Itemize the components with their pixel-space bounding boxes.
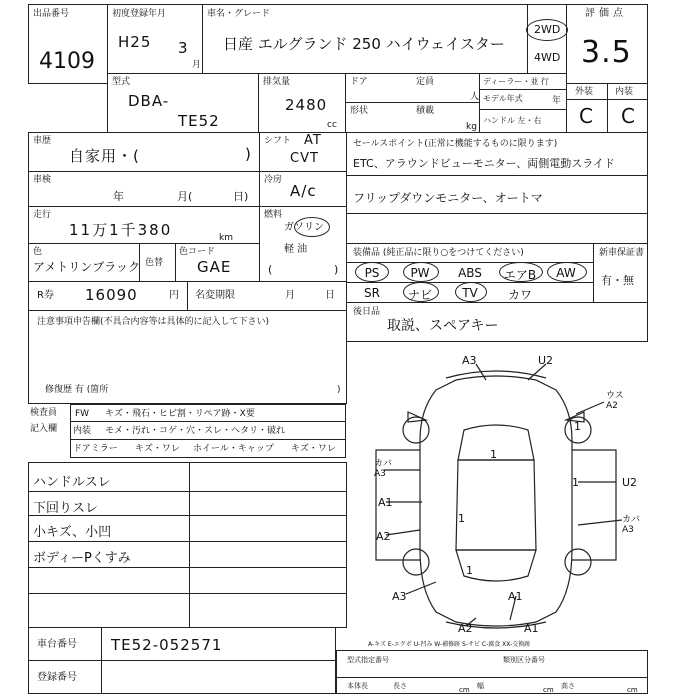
- warranty-label: 新車保証書: [599, 248, 645, 258]
- sales-points-label: セールスポイント(正常に機能するものに限ります): [353, 139, 558, 149]
- shift-box: [259, 132, 347, 172]
- reg-year-label: 初度登録年月: [112, 9, 167, 19]
- color-box: [28, 243, 260, 282]
- ac-value: A/c: [290, 182, 317, 200]
- remarks-divider: [189, 463, 190, 628]
- equip-airbag-circle: [499, 262, 543, 282]
- diagram-tag-u2-front: U2: [538, 354, 554, 367]
- diagram-tag-scratch-right: ウス A2: [606, 391, 624, 411]
- equip-navi: ナビ: [407, 288, 432, 302]
- bottom-spec-cm-1: cm: [459, 686, 470, 694]
- diagram-tag-a3-front: A3: [462, 354, 477, 367]
- reg-month-unit: 月: [192, 60, 202, 70]
- model-label: 型式: [112, 77, 131, 87]
- remarks-line-3: [29, 541, 347, 542]
- handle-label: ハンドル 左・右: [483, 116, 542, 125]
- reg-year-box: [107, 4, 203, 74]
- exterior-grade: C: [579, 104, 594, 128]
- fw-label: FW: [75, 409, 90, 419]
- color-change-label: 色替: [145, 258, 164, 268]
- spec-divider: [346, 102, 480, 103]
- inspection-box: [28, 171, 260, 207]
- equip-sr: SR: [364, 286, 380, 300]
- history-close: ): [245, 145, 252, 163]
- reg-box: [28, 660, 336, 694]
- score-label: 評価点: [585, 8, 627, 19]
- reg-era: H25: [118, 33, 152, 51]
- grade-divider: [607, 84, 608, 133]
- score-box: [566, 4, 648, 84]
- displacement-value: 2480: [285, 96, 328, 114]
- fuel-label: 燃料: [264, 210, 283, 220]
- remark-1: ハンドルスレ: [33, 475, 111, 490]
- car-body-outline: [420, 376, 572, 626]
- sales-line-1-text: ETC、アラウンドビューモニター、両側電動スライド: [353, 157, 615, 170]
- diagram-tag-cover-left: カバ A3: [374, 459, 393, 479]
- diagram-tag-a2-rear: A2: [458, 622, 473, 635]
- mileage-value: 11万1千380: [69, 221, 173, 239]
- name-change-month: 月: [285, 290, 295, 301]
- shift-value-2: CVT: [290, 151, 319, 166]
- car-label: 車名・グレード: [207, 9, 271, 19]
- ac-box: [259, 171, 347, 207]
- displacement-label: 排気量: [263, 77, 291, 87]
- diagram-tag-a1-bottom: A1: [524, 622, 539, 635]
- history-box: [28, 132, 260, 172]
- color-code-value: GAE: [197, 258, 232, 276]
- damage-legend: A-キズ E-エクボ U-凹み W-補修跡 S-サビ C-腐食 XX-交換跡: [368, 641, 531, 648]
- reg-divider: [101, 661, 102, 694]
- sales-line-2: [347, 213, 648, 214]
- color-code-label: 色コード: [179, 247, 216, 257]
- drive-box: [527, 4, 567, 74]
- door-capacity-box: [345, 73, 480, 133]
- bottom-spec-3: 本体長: [347, 682, 368, 690]
- fw-row: [70, 404, 346, 422]
- car-right-side: [572, 450, 616, 560]
- diagram-tag-a1-rear: A1: [508, 590, 523, 603]
- dealer-divider-2: [480, 109, 567, 110]
- inspection-month: 月(: [177, 190, 193, 203]
- diagram-tag-a1-left: A1: [378, 496, 393, 509]
- sales-line-1: [347, 175, 648, 176]
- capacity-unit: 人: [470, 92, 480, 102]
- equip-abs: ABS: [458, 266, 482, 280]
- fw-text: キズ・飛石・ヒビ割・リペア跡・X要: [105, 409, 255, 419]
- recycle-unit: 円: [169, 290, 179, 301]
- diagram-tag-cover-right: カバ A3: [622, 515, 641, 535]
- bottom-spec-6: 高さ: [561, 682, 575, 690]
- leader-a3-rear: [406, 582, 436, 594]
- repair-close: ): [337, 385, 341, 395]
- bottom-spec-line: [337, 677, 648, 678]
- dealer-label: ディーラー・並 行: [483, 77, 549, 86]
- form-label: 形状: [350, 106, 369, 116]
- model-box: [107, 73, 259, 133]
- equip-navi-circle: [403, 282, 439, 302]
- equipment-box: [346, 243, 648, 303]
- extras-value: 取説、スペアキー: [387, 318, 499, 334]
- fuel-paren-close: ): [334, 263, 339, 276]
- interior-row: [70, 421, 346, 440]
- remark-3: 小キズ、小凹: [33, 525, 112, 540]
- mirror-text-1: キズ・ワレ: [135, 444, 180, 454]
- mirror-text-3: キズ・ワレ: [291, 444, 336, 454]
- recycle-label: R券: [37, 290, 54, 301]
- reg-label: 登録番号: [37, 672, 77, 683]
- equipment-divider: [593, 244, 594, 303]
- remarks-line-4: [29, 567, 347, 568]
- notes-label: 注意事項申告欄(不具合内容等は具体的に記入して下さい): [37, 317, 270, 327]
- bottom-spec-5: 幅: [477, 682, 484, 690]
- capacity-label: 定員: [416, 77, 435, 87]
- color-value: アメトリンブラック: [33, 260, 141, 274]
- bottom-spec-cm-3: cm: [627, 686, 638, 694]
- notes-box: [28, 310, 347, 404]
- mirror-label: ドアミラー: [73, 444, 118, 454]
- equip-pw-circle: [403, 262, 439, 282]
- interior-row-text: モメ・汚れ・コゲ・穴・スレ・ヘタリ・破れ: [105, 426, 286, 436]
- remarks-line-1: [29, 491, 347, 492]
- inspection-day: 日): [233, 190, 249, 203]
- lot-label: 出品番号: [33, 9, 70, 19]
- grade-box: [566, 83, 648, 133]
- diagram-mark-1: 1: [490, 448, 497, 461]
- equip-ps: PS: [364, 266, 380, 280]
- lot-number-box: [28, 4, 108, 84]
- displacement-unit: cc: [327, 120, 337, 130]
- mileage-label: 走行: [33, 210, 52, 220]
- leader-scratch-right: [576, 402, 604, 414]
- remarks-line-5: [29, 593, 347, 594]
- inspector-block: [28, 404, 347, 462]
- reg-month: 3: [178, 39, 189, 57]
- inspector-label-1: 検査員: [30, 408, 58, 418]
- shift-value-1: AT: [304, 133, 322, 148]
- equip-pw: PW: [410, 266, 430, 280]
- bottom-spec-1: 型式指定番号: [347, 656, 389, 664]
- model-value-2: TE52: [178, 112, 220, 130]
- equip-tv: TV: [462, 286, 478, 300]
- color-label: 色: [33, 247, 43, 257]
- leader-a2-left: [386, 530, 420, 535]
- equip-aw: AW: [556, 266, 576, 280]
- diagram-tag-a3-rear: A3: [392, 590, 407, 603]
- model-value-1: DBA-: [128, 92, 170, 110]
- bottom-spec-box: [336, 650, 648, 694]
- dealer-divider-1: [480, 89, 567, 90]
- history-label: 車歴: [33, 136, 52, 146]
- warranty-value: 有・無: [601, 274, 634, 287]
- inspector-label-2: 記入欄: [30, 424, 58, 434]
- load-unit: kg: [466, 122, 477, 132]
- model-year-unit: 年: [552, 96, 562, 106]
- inspection-year: 年: [113, 190, 124, 203]
- bottom-spec-cm-2: cm: [543, 686, 554, 694]
- diagram-tag-a2-left: A2: [376, 530, 391, 543]
- fuel-paren-open: (: [268, 263, 273, 276]
- sales-points-box: [346, 132, 648, 244]
- chassis-value: TE52-052571: [111, 636, 223, 654]
- equipment-label: 装備品 (純正品に限り○をつけてください): [353, 248, 524, 258]
- wheel-rear-right: [565, 549, 591, 575]
- diagram-tag-u2-right: U2: [622, 476, 638, 489]
- color-divider-1: [139, 244, 140, 282]
- remark-2: 下回りスレ: [33, 501, 99, 516]
- bottom-spec-2: 類別区分番号: [503, 656, 545, 664]
- name-change-day: 日: [325, 290, 335, 301]
- interior-row-label: 内装: [73, 426, 92, 436]
- extras-label: 後日品: [353, 307, 381, 317]
- recycle-box: [28, 281, 347, 311]
- interior-grade: C: [621, 104, 636, 128]
- chassis-box: [28, 627, 336, 661]
- equip-airbag: エアB: [503, 268, 537, 282]
- diagram-mark-2: 1: [572, 476, 579, 489]
- drive-4wd: 4WD: [534, 51, 561, 64]
- score-value: 3.5: [581, 35, 632, 70]
- mirror-row: [70, 439, 346, 458]
- interior-label: 内装: [615, 87, 634, 97]
- ac-label: 冷房: [264, 175, 283, 185]
- diagram-mark-5: 1: [466, 564, 473, 577]
- inspection-label: 車検: [33, 175, 52, 185]
- shift-label: シフト: [264, 136, 292, 146]
- fuel-diesel: 軽 油: [284, 244, 308, 255]
- equip-ps-circle: [355, 262, 389, 282]
- diagram-mark-4: 1: [574, 420, 581, 433]
- car-name-box: [202, 4, 528, 74]
- drive-2wd: 2WD: [534, 23, 561, 36]
- load-label: 積載: [416, 106, 435, 116]
- recycle-value: 16090: [85, 286, 138, 304]
- grade-divider-h: [567, 99, 648, 100]
- model-year-label: モデル年式: [483, 94, 523, 103]
- door-label: ドア: [350, 77, 368, 87]
- chassis-label: 車台番号: [37, 639, 77, 650]
- name-change-label: 名変期限: [195, 290, 235, 301]
- lot-number: 4109: [39, 49, 95, 74]
- mileage-box: [28, 206, 260, 244]
- equip-leather: カワ: [507, 288, 532, 302]
- dealer-box: [479, 73, 567, 133]
- recycle-divider: [187, 282, 188, 311]
- remark-4: ボディーPくすみ: [33, 551, 131, 566]
- color-divider-2: [175, 244, 176, 282]
- mileage-unit: km: [219, 233, 233, 243]
- car-name: 日産 エルグランド 250 ハイウェイスター: [223, 35, 505, 53]
- chassis-divider: [101, 628, 102, 661]
- wheel-rear-left: [403, 549, 429, 575]
- extras-box: [346, 302, 648, 342]
- bottom-spec-4: 長さ: [393, 682, 407, 690]
- fuel-gas-circle: [294, 217, 330, 237]
- remarks-box: [28, 462, 347, 628]
- diagram-mark-3: 1: [458, 512, 465, 525]
- repair-label: 修復歴 有 (箇所: [45, 385, 109, 395]
- mirror-text-2: ホイール・キャップ: [193, 444, 274, 454]
- fuel-box: [259, 206, 347, 282]
- equip-aw-circle: [547, 262, 587, 282]
- history-value: 自家用・(: [69, 147, 140, 165]
- sales-line-2-text: フリップダウンモニター、オートマ: [353, 191, 543, 205]
- fuel-gas: ガソリン: [284, 222, 324, 233]
- equip-tv-circle: [455, 282, 487, 302]
- exterior-label: 外装: [575, 87, 594, 97]
- car-roof: [456, 460, 536, 550]
- displacement-box: [258, 73, 346, 133]
